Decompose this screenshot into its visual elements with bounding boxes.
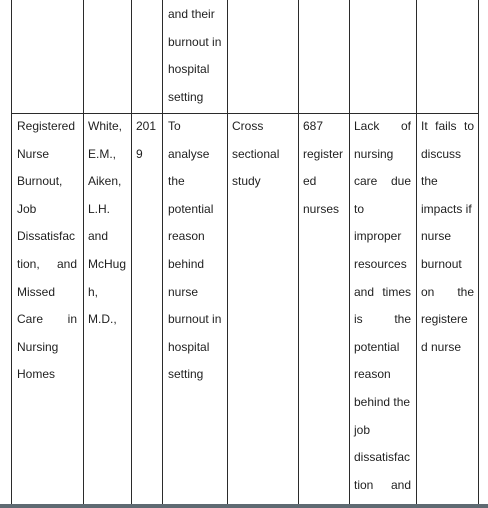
window-scrollbar[interactable] (0, 504, 488, 508)
word: Care (17, 312, 44, 327)
col-border (298, 0, 299, 504)
word: and (390, 477, 411, 492)
cell-line: 201 (136, 119, 157, 133)
cell-line: nurse (168, 284, 199, 299)
word: in (67, 312, 77, 327)
word: tion (354, 477, 374, 492)
cell-line: nurses (303, 201, 340, 216)
cell-line (17, 251, 77, 279)
cell-line: setting (168, 367, 204, 382)
cell-line: the (168, 174, 185, 189)
cell-line: Job (17, 201, 37, 216)
word: It (421, 119, 428, 133)
cell-line: reason (354, 367, 391, 382)
cell-line: analyse (168, 146, 210, 161)
cell-line: Dissatisfac (17, 229, 76, 244)
cell-line: Nurse (17, 146, 50, 161)
cell-line: E.M., (88, 146, 117, 161)
cell-line: ed (303, 174, 317, 189)
cell-line (421, 113, 474, 141)
cell-line: nurse (421, 229, 452, 244)
cell-line: 9 (136, 146, 143, 161)
cell-line: burnout (421, 256, 462, 271)
col-border (349, 0, 350, 504)
cell-line: and their (168, 7, 215, 21)
col-border (416, 0, 417, 504)
cell-line: discuss (421, 146, 462, 161)
word: to (463, 119, 474, 133)
cell-line: hospital (168, 339, 210, 354)
cell-line: potential (168, 201, 214, 216)
cell-line: nursing (354, 146, 394, 161)
word: tion, (17, 256, 40, 271)
cell-line: Burnout, (17, 174, 63, 189)
cell-line: Registered (17, 119, 76, 133)
cell-line: dissatisfac (354, 450, 411, 465)
word: and (56, 256, 77, 271)
word: times (382, 284, 411, 299)
cell-line: reason (168, 229, 205, 244)
top-aim-cell (168, 1, 224, 111)
cell-line (354, 279, 411, 307)
word: care (354, 174, 378, 189)
cell-line: resources (354, 256, 407, 271)
cell-line: McHug (88, 256, 127, 271)
aim-cell (168, 113, 224, 389)
cell-line: setting (168, 89, 204, 104)
word: Lack (354, 119, 380, 133)
cell-line: study (232, 174, 261, 189)
cell-line: White, (88, 119, 123, 133)
word: of (400, 119, 411, 133)
cell-line: potential (354, 339, 400, 354)
cell-line: improper (354, 229, 402, 244)
cell-line: Missed (17, 284, 56, 299)
cell-line: burnout in (168, 312, 222, 327)
word: on (421, 284, 435, 299)
cell-line: Cross (232, 119, 264, 133)
cell-line (354, 306, 411, 334)
cell-line: M.D., (88, 312, 117, 327)
cell-line: job (354, 422, 371, 437)
authors-cell (88, 113, 130, 334)
cell-line (354, 168, 411, 196)
col-border (162, 0, 163, 504)
cell-line: behind the (354, 394, 411, 409)
cell-line (17, 306, 77, 334)
method-cell (232, 113, 296, 196)
word: the (457, 284, 474, 299)
cell-line: Homes (17, 367, 56, 382)
title-cell (17, 113, 77, 389)
cell-line: burnout in (168, 34, 222, 49)
cell-line: registere (421, 312, 468, 327)
gaps-cell (421, 113, 474, 361)
word: fails (435, 119, 457, 133)
cell-line: hospital (168, 62, 210, 77)
col-border (227, 0, 228, 504)
cell-line: the (421, 174, 438, 189)
cell-line (354, 113, 411, 141)
cell-line: Aiken, (88, 174, 122, 189)
sample-cell (303, 113, 348, 223)
cell-line: to (354, 201, 365, 216)
col-border (83, 0, 84, 504)
findings-cell (354, 113, 411, 499)
word: is (354, 312, 363, 327)
cell-line: d nurse (421, 339, 462, 354)
cell-line (354, 472, 411, 500)
cell-line: To (168, 119, 181, 133)
cell-line (421, 279, 474, 307)
year-cell (136, 113, 160, 168)
word: the (394, 312, 411, 327)
col-border (478, 0, 479, 504)
cell-line: behind (168, 256, 205, 271)
col-border (11, 0, 12, 504)
cell-line: h, (88, 284, 99, 299)
cell-line: sectional (232, 146, 280, 161)
word: and (354, 284, 375, 299)
cell-line: impacts if (421, 201, 472, 216)
cell-line: L.H. (88, 201, 111, 216)
col-border (131, 0, 132, 504)
cell-line: register (303, 146, 344, 161)
word: due (390, 174, 411, 189)
cell-line: Nursing (17, 339, 59, 354)
cell-line: and (88, 229, 109, 244)
cell-line: 687 (303, 119, 324, 133)
